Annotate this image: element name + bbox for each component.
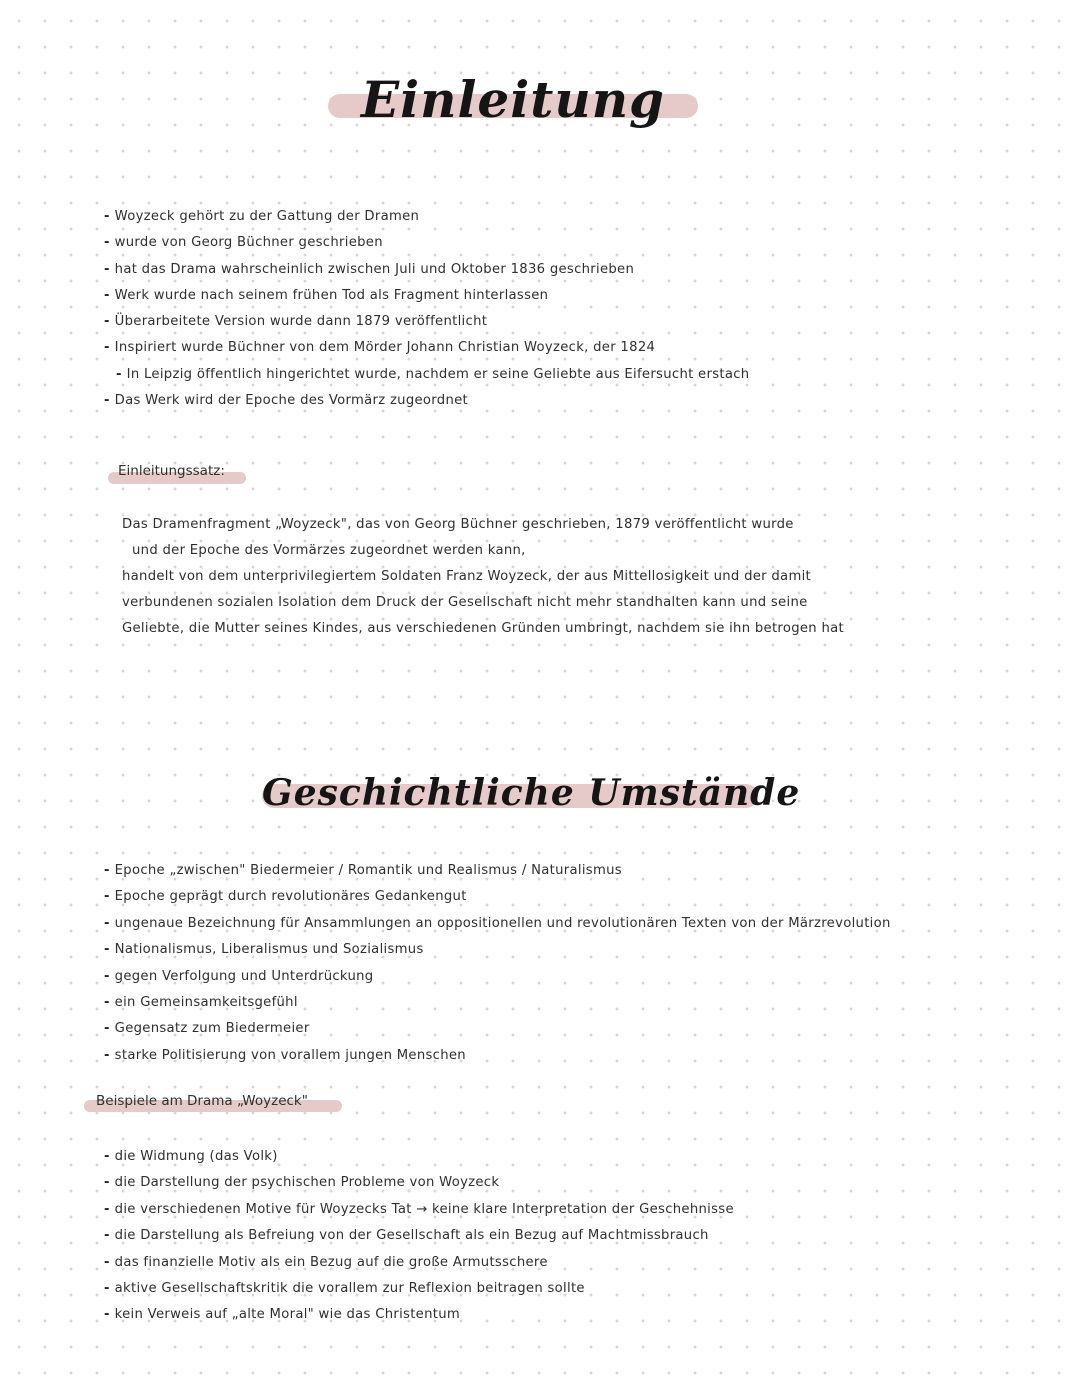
list-item: - die Widmung (das Volk) xyxy=(104,1144,734,1170)
heading-geschichtliche-umstaende xyxy=(262,760,801,830)
paragraph-line: Das Dramenfragment „Woyzeck", das von Georg Büchner geschrieben, 1879 veröffentlicht wurde xyxy=(122,517,794,532)
list-item: - Inspiriert wurde Büchner von dem Mörder Johann Christian Woyzeck, der 1824 xyxy=(104,335,749,361)
list-item: - die Darstellung als Befreiung von der Gesellschaft als ein Bezug auf Machtmissbrauch xyxy=(104,1223,734,1249)
list-item: - Gegensatz zum Biedermeier xyxy=(104,1016,891,1042)
list-item: - Epoche „zwischen" Biedermeier / Romantik und Realismus / Naturalismus xyxy=(104,858,891,884)
list-item: - starke Politisierung von vorallem jungen Menschen xyxy=(104,1043,891,1069)
list-item: - das finanzielle Motiv als ein Bezug auf die große Armutsschere xyxy=(104,1250,734,1276)
list-item: - ein Gemeinsamkeitsgefühl xyxy=(104,990,891,1016)
list-item: - Überarbeitete Version wurde dann 1879 veröffentlicht xyxy=(104,309,749,335)
subheading-einleitungssatz: Einleitungssatz: xyxy=(118,463,225,479)
list-item: - In Leipzig öffentlich hingerichtet wurde, nachdem er seine Geliebte aus Eifersucht erstach xyxy=(104,362,749,388)
list-item: - ungenaue Bezeichnung für Ansammlungen an oppositionellen und revolutionären Texten von der Märzrevolution xyxy=(104,911,891,937)
paragraph-line: und der Epoche des Vormärzes zugeordnet werden kann, xyxy=(132,543,526,558)
list-item: - die Darstellung der psychischen Probleme von Woyzeck xyxy=(104,1170,734,1196)
subheading-beispiele: Beispiele am Drama „Woyzeck" xyxy=(96,1093,308,1109)
einleitungssatz-paragraph xyxy=(122,512,844,642)
umstaende-bullet-list xyxy=(104,858,891,1069)
list-item: - Epoche geprägt durch revolutionäres Gedankengut xyxy=(104,884,891,910)
heading-einleitung xyxy=(328,62,698,142)
list-item: - gegen Verfolgung und Unterdrückung xyxy=(104,964,891,990)
einleitung-bullet-list xyxy=(104,204,749,414)
list-item: - hat das Drama wahrscheinlich zwischen Juli und Oktober 1836 geschrieben xyxy=(104,257,749,283)
list-item: - Nationalismus, Liberalismus und Sozialismus xyxy=(104,937,891,963)
list-item: - Woyzeck gehört zu der Gattung der Dramen xyxy=(104,204,749,230)
list-item: - aktive Gesellschaftskritik die vorallem zur Reflexion beitragen sollte xyxy=(104,1276,734,1302)
paragraph-line: handelt von dem unterprivilegiertem Soldaten Franz Woyzeck, der aus Mittellosigkeit und der damit xyxy=(122,569,812,584)
section-title: Einleitung xyxy=(360,70,666,129)
paragraph-line: Geliebte, die Mutter seines Kindes, aus verschiedenen Gründen umbringt, nachdem sie ihn betrogen hat xyxy=(122,621,844,636)
list-item: - wurde von Georg Büchner geschrieben xyxy=(104,230,749,256)
list-item: - die verschiedenen Motive für Woyzecks Tat → keine klare Interpretation der Geschehnisse xyxy=(104,1197,734,1223)
list-item: - Werk wurde nach seinem frühen Tod als Fragment hinterlassen xyxy=(104,283,749,309)
paragraph-line: verbundenen sozialen Isolation dem Druck der Gesellschaft nicht mehr standhalten kann und seine xyxy=(122,595,808,610)
list-item: - kein Verweis auf „alte Moral" wie das Christentum xyxy=(104,1302,734,1328)
list-item: - Das Werk wird der Epoche des Vormärz zugeordnet xyxy=(104,388,749,414)
section-title: Geschichtliche Umstände xyxy=(262,772,801,814)
beispiele-bullet-list xyxy=(104,1144,734,1329)
